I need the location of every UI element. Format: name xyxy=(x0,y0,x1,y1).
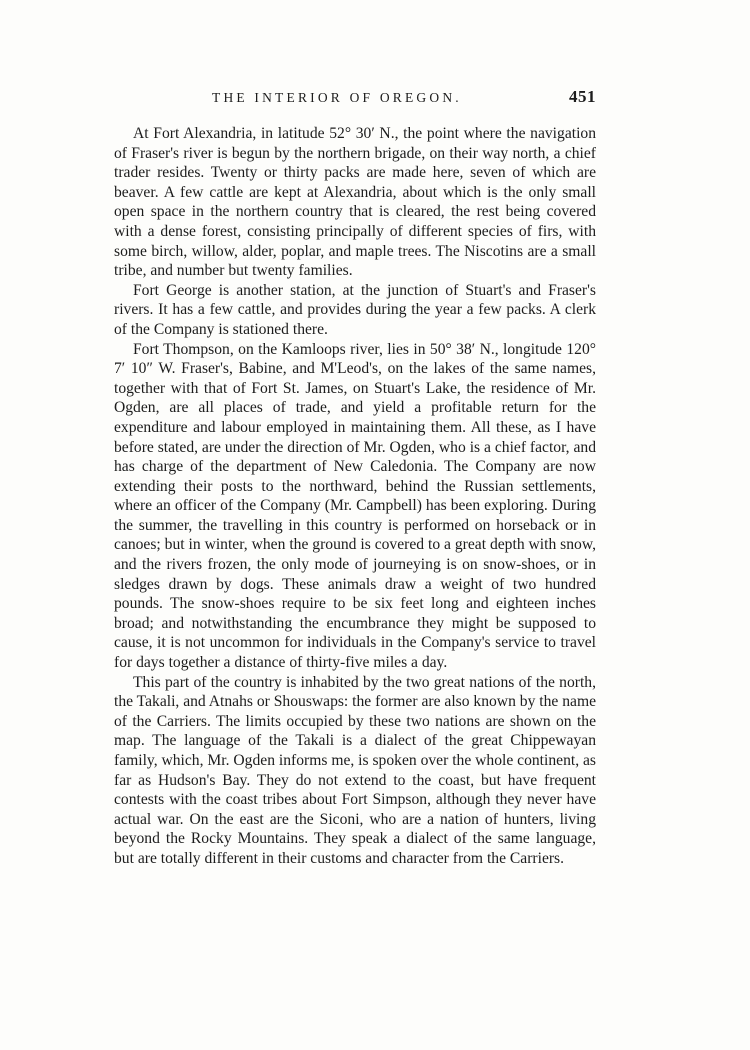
paragraph-fort-george: Fort George is another station, at the junction of Stuart's and Fraser's rivers. It has a few cattle, and provides during the year a few packs. A clerk of the Company is stationed there. xyxy=(114,281,596,338)
paragraph-fort-alexandria: At Fort Alexandria, in latitude 52° 30′ N., the point where the navigation of Fraser's river is begun by the northern brigade, on their way north, a chief trader resides. Twenty or thirty packs are made here, seven of which are beaver. A few cattle are kept at Alexandria, about which is the only small open space in the northern country that is cleared, the rest being covered with a dense forest, consisting principally of different species of firs, with some birch, willow, alder, poplar, and maple trees. The Niscotins are a small tribe, and number but twenty families. xyxy=(114,125,596,280)
running-head xyxy=(114,87,596,114)
page-number: 451 xyxy=(569,87,596,106)
paragraph-fort-thompson: Fort Thompson, on the Kamloops river, lies in 50° 38′ N., longitude 120° 7′ 10″ W. Fraser's, Babine, and M'Leod's, on the lakes of the same names, together with that of Fort St. James, on Stuart's Lake, the residence of Mr. Ogden, are all places of trade, and yield a profitable return for the expenditure and labour employed in maintaining them. All these, as I have before stated, are under the direction of Mr. Ogden, who is a chief factor, and has charge of the department of New Caledonia. The Company are now extending their posts to the northward, behind the Russian settlements, where an officer of the Company (Mr. Campbell) has been exploring. During the summer, the travelling in this country is performed on horseback or in canoes; but in winter, when the ground is covered to a great depth with snow, and the rivers frozen, the only mode of journeying is on snow-shoes, or in sledges drawn by dogs. These animals draw a weight of two hundred pounds. The snow-shoes require to be six feet long and eighteen inches broad; and notwithstanding the encumbrance they might be supposed to cause, it is not uncommon for individuals in the Company's service to travel for days together a distance of thirty-five miles a day. xyxy=(114,340,596,672)
running-head-title: THE INTERIOR OF OREGON. xyxy=(212,90,462,105)
body-text xyxy=(114,124,596,869)
paragraph-takali-nations: This part of the country is inhabited by the two great nations of the north, the Takali, and Atnahs or Shouswaps: the former are also known by the name of the Carriers. The limits occupied by these two nations are shown on the map. The language of the Takali is a dialect of the great Chippewayan family, which, Mr. Ogden informs me, is spoken over the whole continent, as far as Hudson's Bay. They do not extend to the coast, but have frequent contests with the coast tribes about Fort Simpson, although they never have actual war. On the east are the Siconi, who are a nation of hunters, living beyond the Rocky Mountains. They speak a dialect of the same language, but are totally different in their customs and character from the Carriers. xyxy=(114,673,596,867)
